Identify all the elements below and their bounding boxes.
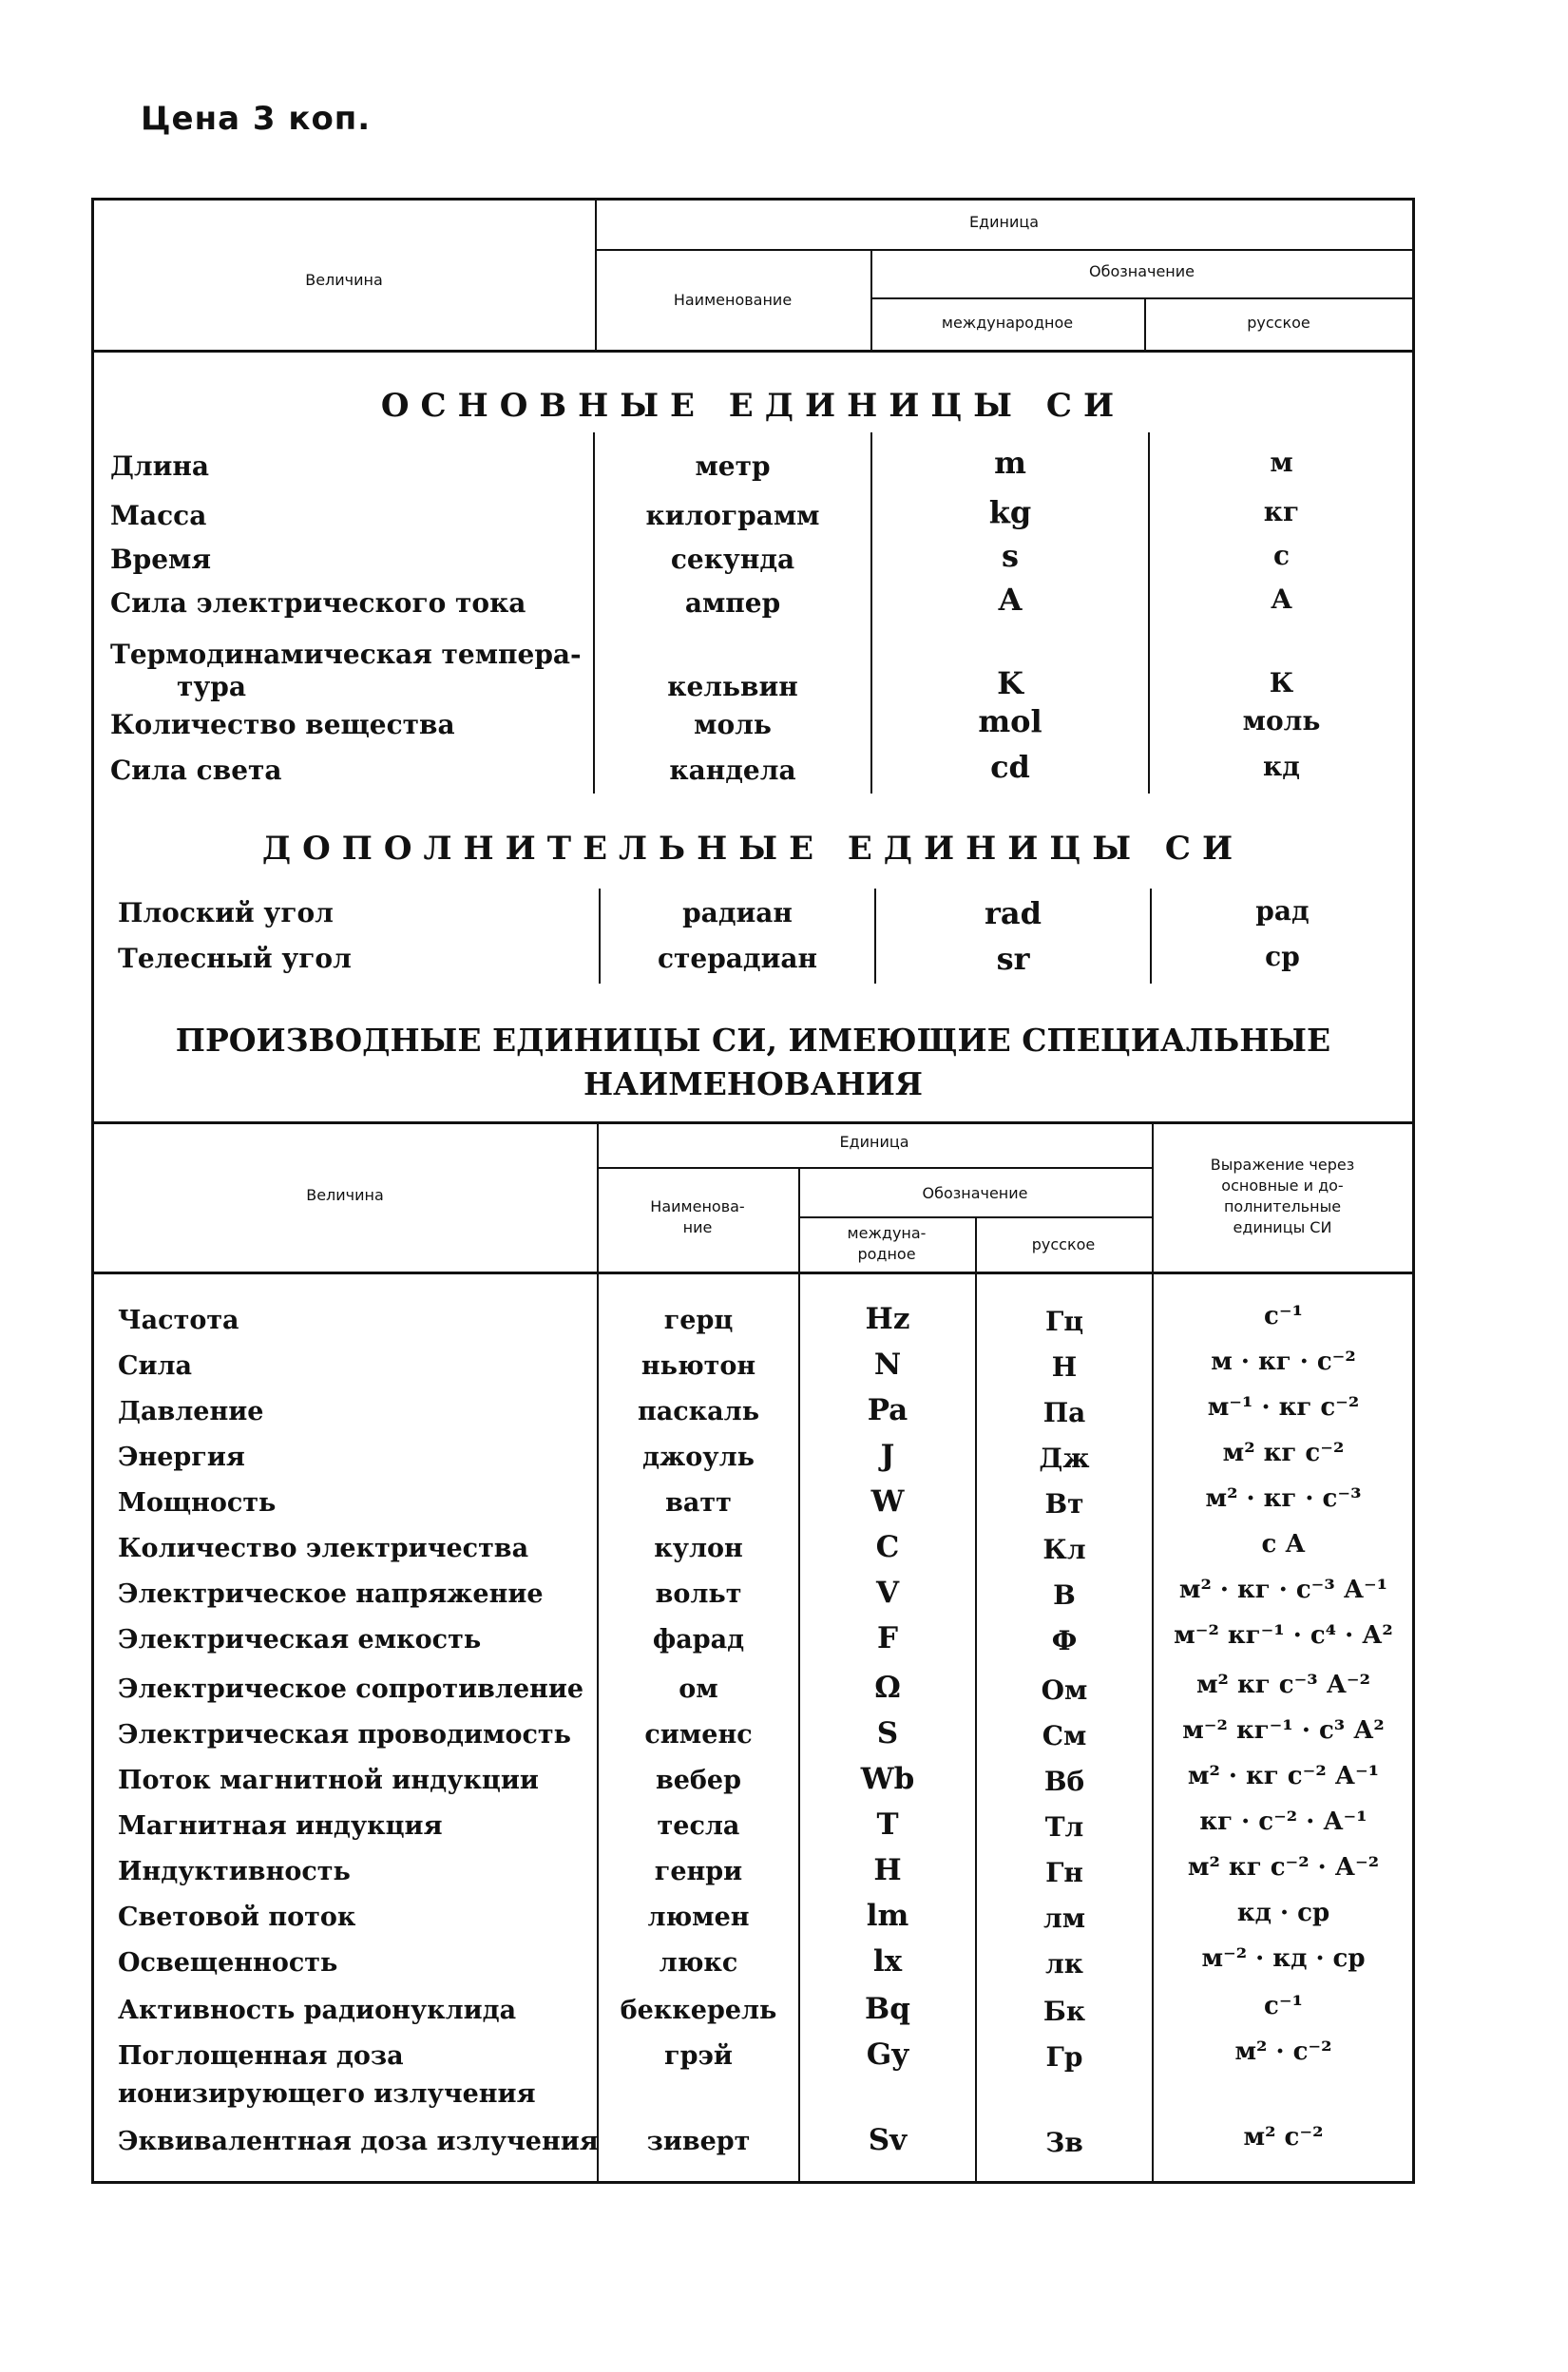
derived-unit-expr: м² · кг · с⁻³ А⁻¹ <box>1178 1576 1388 1604</box>
header2-expr-line4: единицы СИ <box>1233 1218 1332 1236</box>
base-unit-intl: kg <box>988 494 1032 530</box>
derived-unit-rus: В <box>1053 1579 1076 1611</box>
header2-expr-line2: основные и до- <box>1221 1176 1344 1195</box>
derived-unit-rus: Тл <box>1044 1811 1084 1843</box>
derived-unit-expr: м² · кг · с⁻³ <box>1205 1484 1362 1513</box>
derived-quantity: Мощность <box>118 1488 277 1518</box>
derived-unit-name: ом <box>679 1674 718 1704</box>
header2-expr-line1: Выражение через <box>1210 1156 1355 1174</box>
base-quantity: Длина <box>110 450 210 482</box>
derived-unit-expr: м² кг с⁻³ А⁻² <box>1195 1671 1371 1699</box>
supp-unit-intl: rad <box>985 895 1042 931</box>
derived-unit-rus: Дж <box>1039 1443 1090 1474</box>
derived-quantity: Индуктивность <box>118 1857 351 1886</box>
header2-international-line1: междуна- <box>847 1224 927 1242</box>
derived-unit-rus: Гн <box>1045 1857 1083 1888</box>
derived-quantity: Электрическое напряжение <box>118 1579 544 1609</box>
base-unit-intl: mol <box>978 703 1042 739</box>
derived-unit-name: ватт <box>665 1488 732 1518</box>
derived-unit-intl: C <box>875 1530 900 1564</box>
derived-unit-rus: Гц <box>1044 1306 1084 1337</box>
derived-col-divider-4 <box>1152 1121 1154 2182</box>
header2-name-line2: ние <box>682 1218 713 1236</box>
derived-unit-name: генри <box>654 1857 743 1886</box>
derived-unit-expr: м² с⁻² <box>1243 2123 1324 2152</box>
derived-unit-intl: V <box>875 1576 900 1610</box>
derived-quantity-cont: ионизирующего излучения <box>118 2079 536 2109</box>
supp-quantity: Телесный угол <box>118 943 352 974</box>
base-unit-intl: m <box>994 445 1026 481</box>
base-quantity-cont: тура <box>177 671 246 702</box>
header2-quantity: Величина <box>306 1186 384 1204</box>
derived-unit-rus: лм <box>1042 1903 1086 1934</box>
derived-unit-intl: W <box>870 1484 905 1519</box>
header2-expr-line3: полнительные <box>1223 1197 1342 1215</box>
header2-name-line1: Наименова- <box>650 1197 745 1215</box>
derived-unit-name: сименс <box>644 1720 753 1750</box>
header-russian: русское <box>1247 314 1310 332</box>
base-unit-name: моль <box>694 709 772 740</box>
derived-unit-name: тесла <box>657 1811 740 1841</box>
derived-unit-expr: м² · с⁻² <box>1234 2037 1332 2066</box>
base-unit-name: метр <box>695 450 771 482</box>
derived-unit-intl: Hz <box>865 1302 910 1336</box>
price-label: Цена 3 коп. <box>141 100 372 138</box>
derived-unit-rus: лк <box>1045 1948 1083 1980</box>
section-title-base: ОСНОВНЫЕ ЕДИНИЦЫ СИ <box>380 387 1126 425</box>
header-bottom-line <box>93 350 1413 353</box>
derived-unit-intl: N <box>873 1348 902 1382</box>
derived-unit-rus: Бк <box>1042 1996 1086 2027</box>
derived-unit-name: вольт <box>655 1579 742 1609</box>
derived-unit-expr: кд · ср <box>1236 1899 1330 1927</box>
header-quantity: Величина <box>305 271 383 289</box>
derived-quantity: Электрическое сопротивление <box>118 1674 584 1704</box>
section-title-derived-2: НАИМЕНОВАНИЯ <box>583 1065 924 1102</box>
derived-unit-name: зиверт <box>646 2127 751 2156</box>
base-unit-intl: A <box>998 582 1023 618</box>
base-unit-rus: К <box>1269 667 1294 698</box>
derived-unit-rus: Кл <box>1042 1534 1086 1565</box>
base-quantity: Количество вещества <box>110 709 455 740</box>
header2-top-line <box>93 1121 1413 1124</box>
derived-unit-rus: Вб <box>1043 1766 1085 1797</box>
header-designation: Обозначение <box>1088 262 1195 280</box>
supp-unit-rus: ср <box>1265 941 1300 972</box>
derived-unit-name: ньютон <box>641 1351 756 1381</box>
supp-unit-name: стерадиан <box>658 943 817 974</box>
derived-quantity: Давление <box>118 1397 264 1426</box>
derived-quantity: Электрическая проводимость <box>118 1720 571 1750</box>
supp-unit-name: радиан <box>682 897 793 928</box>
derived-unit-expr: м² кг с⁻² <box>1222 1439 1345 1467</box>
derived-unit-intl: Pa <box>867 1393 908 1427</box>
derived-unit-expr: м · кг · с⁻² <box>1211 1348 1356 1376</box>
derived-unit-intl: Bq <box>865 1992 910 2026</box>
base-unit-name: кандела <box>669 755 796 786</box>
derived-quantity: Поток магнитной индукции <box>118 1766 539 1795</box>
base-unit-rus: с <box>1272 540 1291 571</box>
derived-quantity: Сила <box>118 1351 193 1381</box>
derived-unit-intl: lx <box>872 1944 903 1979</box>
derived-unit-expr: кг · с⁻² · А⁻¹ <box>1199 1808 1367 1836</box>
header2-unit-divider <box>597 1167 1152 1169</box>
supp-quantity: Плоский угол <box>118 897 334 928</box>
derived-unit-expr: с⁻¹ <box>1264 1992 1303 2020</box>
base-unit-rus: моль <box>1242 705 1321 736</box>
derived-unit-intl: Sv <box>868 2123 908 2157</box>
derived-quantity: Количество электричества <box>118 1534 529 1563</box>
derived-unit-expr: м⁻¹ · кг с⁻² <box>1207 1393 1360 1422</box>
derived-unit-intl: Ω <box>874 1671 901 1705</box>
derived-quantity: Эквивалентная доза излучения <box>118 2127 599 2156</box>
derived-unit-rus: Ом <box>1041 1674 1088 1706</box>
supp-unit-rus: рад <box>1255 895 1310 927</box>
derived-unit-name: паскаль <box>637 1397 760 1426</box>
base-unit-rus: кг <box>1263 496 1300 527</box>
derived-quantity: Электрическая емкость <box>118 1625 482 1655</box>
section-title-derived-1: ПРОИЗВОДНЫЕ ЕДИНИЦЫ СИ, ИМЕЮЩИЕ СПЕЦИАЛЬНЫЕ <box>175 1022 1331 1059</box>
derived-unit-name: вебер <box>655 1766 741 1795</box>
base-quantity: Время <box>110 544 212 575</box>
base-quantity: Сила света <box>110 755 282 786</box>
header2-international-line2: родное <box>857 1245 916 1263</box>
derived-unit-name: беккерель <box>620 1996 777 2025</box>
derived-unit-name: джоуль <box>642 1443 755 1472</box>
derived-unit-rus: Вт <box>1044 1488 1084 1520</box>
derived-unit-rus: Н <box>1051 1351 1078 1383</box>
base-quantity: Масса <box>110 500 207 531</box>
derived-unit-expr: м⁻² · кд · ср <box>1201 1944 1366 1973</box>
derived-quantity: Освещенность <box>118 1948 338 1978</box>
derived-unit-rus: Гр <box>1045 2041 1083 2073</box>
base-unit-name: кельвин <box>667 671 798 702</box>
derived-quantity: Магнитная индукция <box>118 1811 443 1841</box>
base-unit-name: ампер <box>684 587 781 619</box>
derived-quantity: Поглощенная доза <box>118 2041 404 2071</box>
derived-unit-name: кулон <box>654 1534 743 1563</box>
derived-unit-name: люмен <box>647 1903 750 1932</box>
base-quantity: Термодинамическая темпера- <box>110 639 582 670</box>
header-international: международное <box>941 314 1074 332</box>
derived-unit-rus: Ф <box>1051 1625 1078 1656</box>
supp-unit-intl: sr <box>996 941 1030 977</box>
derived-unit-expr: с А <box>1261 1530 1306 1559</box>
derived-unit-expr: м⁻² кг⁻¹ · с³ А² <box>1182 1716 1385 1745</box>
derived-unit-expr: с⁻¹ <box>1264 1302 1303 1330</box>
base-unit-rus: А <box>1271 583 1292 615</box>
derived-quantity: Частота <box>118 1306 239 1335</box>
derived-unit-name: фарад <box>652 1625 745 1655</box>
base-unit-intl: s <box>1001 538 1019 574</box>
header-unit-divider <box>595 249 1413 251</box>
derived-unit-name: герц <box>663 1306 734 1335</box>
derived-unit-name: люкс <box>659 1948 738 1978</box>
header2-designation: Обозначение <box>922 1184 1028 1202</box>
derived-unit-intl: S <box>876 1716 899 1750</box>
base-unit-intl: K <box>997 665 1023 701</box>
base-unit-rus: м <box>1270 447 1293 478</box>
derived-unit-expr: м² · кг с⁻² А⁻¹ <box>1187 1762 1380 1790</box>
section-title-supplementary: ДОПОЛНИТЕЛЬНЫЕ ЕДИНИЦЫ СИ <box>261 830 1245 868</box>
header2-russian: русское <box>1031 1235 1096 1253</box>
header-designation-divider <box>870 297 1413 299</box>
derived-unit-name: грэй <box>664 2041 733 2071</box>
base-unit-name: килограмм <box>645 500 820 531</box>
base-quantity: Сила электрического тока <box>110 587 526 619</box>
derived-unit-rus: См <box>1042 1720 1087 1751</box>
derived-unit-intl: H <box>873 1853 902 1887</box>
derived-quantity: Световой поток <box>118 1903 356 1932</box>
derived-unit-intl: lm <box>866 1899 909 1933</box>
derived-unit-rus: Па <box>1042 1397 1086 1428</box>
derived-quantity: Активность радионуклида <box>118 1996 517 2025</box>
derived-unit-intl: Gy <box>866 2037 909 2072</box>
header2-unit: Единица <box>839 1133 909 1151</box>
header-name: Наименование <box>673 291 793 309</box>
base-unit-intl: cd <box>990 749 1030 785</box>
derived-unit-expr: м⁻² кг⁻¹ · с⁴ · А² <box>1174 1621 1393 1650</box>
header2-bottom-line <box>93 1272 1413 1274</box>
header-unit: Единица <box>968 213 1040 231</box>
derived-unit-intl: T <box>876 1808 899 1842</box>
derived-unit-expr: м² кг с⁻² · А⁻² <box>1187 1853 1380 1882</box>
derived-unit-intl: Wb <box>860 1762 915 1796</box>
derived-unit-rus: Зв <box>1045 2127 1083 2158</box>
base-unit-name: секунда <box>670 544 795 575</box>
derived-unit-intl: J <box>880 1439 895 1473</box>
derived-unit-intl: F <box>876 1621 898 1655</box>
base-unit-rus: кд <box>1263 751 1300 782</box>
derived-quantity: Энергия <box>118 1443 245 1472</box>
